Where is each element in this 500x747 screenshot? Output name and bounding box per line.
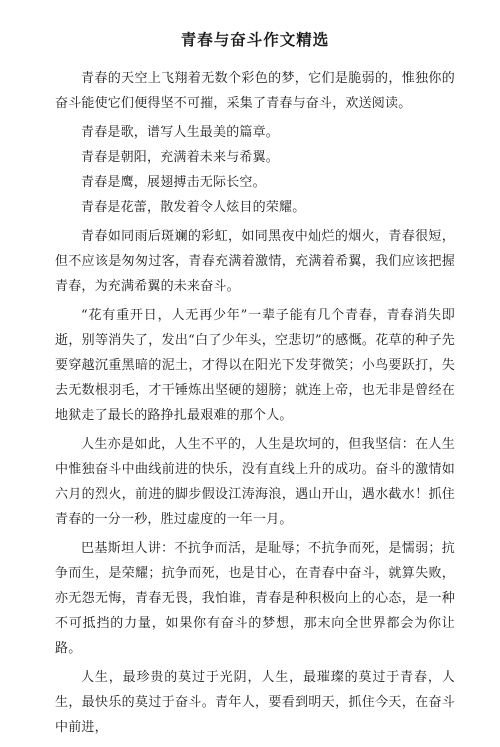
paragraph-intro: 青春的天空上飞翔着无数个彩色的梦，它们是脆弱的，惟独你的奋斗能使它们便得坚不可摧，采集了青春与奋斗，欢送阅读。: [55, 71, 455, 111]
paragraph-flowers: “花有重开日，人无再少年”一辈子能有几个青春，青春消失即逝，别等消失了，发出“白了少年头，空悲切”的感慨。花草的种子先要穿越沉重黑暗的泥土，才得以在阳光下发芽微笑；小鸟要跃打，失去无数根羽毛，才干锤炼出坚硬的翅膀；就连上帝，也无非是曾经在地狱走了最长的路挣扎最艰难的那个人。: [55, 308, 455, 423]
paragraph-sun: 青春是朝阳，充满着未来与希翼。: [81, 150, 280, 165]
paragraph-rainbow: 青春如同雨后斑斓的彩虹，如同黑夜中灿烂的烟火，青春很短，但不应该是匆匆过客，青春充满着激情，充满着希翼，我们应该把握青春，为充满希翼的未来奋斗。: [55, 229, 455, 294]
document-page: [55, 28, 455, 744]
paragraph-treasure: 人生，最珍贵的莫过于光阴，人生，最璀璨的莫过于青春，人生，最快乐的莫过于奋斗。青年人，要看到明天，抓住今天，在奋斗中前进，: [55, 670, 455, 735]
paragraph-pakistan: 巴基斯坦人讲：不抗争而活，是耻辱；不抗争而死，是懦弱；抗争而生，是荣耀；抗争而死，也是甘心，在青春中奋斗，就算失败，亦无怨无悔，青春无畏，我怕谁，青春是种积极向上的心态，是一种不可抵挡的力量，如果你有奋斗的梦想，那末向全世界都会为你让路。: [55, 541, 455, 656]
paragraph-eagle: 青春是鹰，展翅搏击无际长空。: [81, 175, 266, 190]
paragraph-life: 人生亦是如此，人生不平的，人生是坎坷的，但我坚信：在人生中惟独奋斗中曲线前进的快乐，没有直线上升的成功。奋斗的激情如六月的烈火，前进的脚步假设江涛海浪，遇山开山，遇水截水！抓住青春的一分一秒，胜过虚度的一年一月。: [55, 437, 455, 527]
document-title: 青春与奋斗作文精选: [180, 30, 330, 49]
paragraph-song: 青春是歌，谱写人生最美的篇章。: [81, 125, 280, 140]
paragraph-bud: 青春是花蕾，散发着令人炫目的荣耀。: [81, 200, 306, 215]
